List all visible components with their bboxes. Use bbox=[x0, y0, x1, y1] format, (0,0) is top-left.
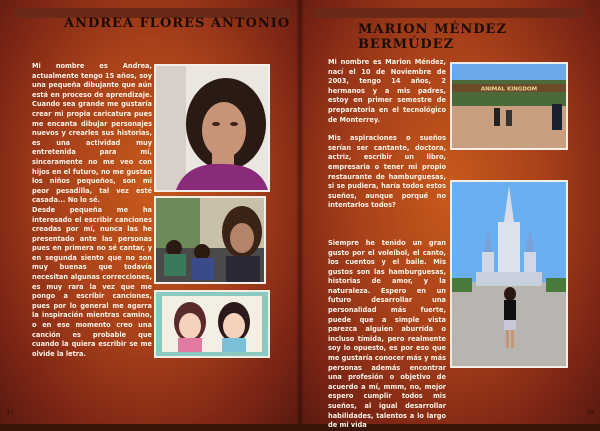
paragraph: Mi nombre es Marion Méndez, nací el 10 de Noviembre de 2003, tengo 14 años, 2 hermanos y a mis padres, estoy en primer semestre de preparatoria en el tecnológico de Monterrey. bbox=[328, 58, 446, 124]
friends-photo bbox=[154, 196, 266, 284]
friends-illustration bbox=[156, 198, 264, 282]
paragraph: Mis aspiraciones o sueños serían ser cantante, doctora, actriz, escribir un libro, empresaria o tener mi propio restaurante de hamburguesas, si se pudiera, haría todos estos sueños, aunque porqué no intentarlos todos? bbox=[328, 134, 446, 210]
park-entrance-illustration bbox=[452, 64, 566, 148]
paragraph: Desde pequeña me ha interesado el escribir canciones creadas por mí, nunca las he presentado ante las personas pues en primera no sé cantar, y en segunda siento que no son muy buenas que todavía necesitan algunas correcciones, es muy rara la vez que me pongo a escribir canciones, pues por lo general me agarra la inspiración mientras camino, o en ese momento creo una canción es probable que cuando la quiera escribir se me olvide la letra. bbox=[32, 205, 152, 358]
portrait-photo bbox=[154, 64, 270, 192]
page-number: 38 bbox=[586, 409, 594, 416]
top-bar bbox=[314, 8, 584, 18]
paragraph: Siempre he tenido un gran gusto por el voleibol, el canto, los cuentos y el baile. Mis gustos son las hamburguesas, historias de amor, y la naturaleza. Espero en un futuro desarrollar una personalidad más fuerte, puede que a simple vista parezca alguien aburrida o incluso tímida, pero realmente soy lo opuesto, es por eso que me gustaría conocer más y más personas además encontrar una profesión o objetivo de acuerdo a mí, mmm, no, mejor espero cumplir todos mis sueños, al igual desarrollar habilidades, talentos a lo largo de mi vida bbox=[328, 238, 446, 430]
paragraph: Mi nombre es Andrea, actualmente tengo 15 años, soy una pequeña dibujante que aún está en proceso de aprendizaje. Cuando sea grande me gustaría crear mi propia caricatura pues me encanta dibujar personajes nuevos y crearles sus historias, es una actividad muy entretenida para mí, sinceramente no me veo con hijos en el futuro, no me gustan los niños pequeños, son mi peor pesadilla, tal vez esté casada... No lo sé. bbox=[32, 62, 152, 205]
castle-photo bbox=[450, 180, 568, 368]
drawing-photo bbox=[154, 290, 270, 358]
body-text bbox=[328, 58, 446, 431]
page-number: 37 bbox=[6, 409, 14, 416]
entrance-sign-text: ANIMAL KINGDOM bbox=[480, 86, 538, 93]
page-title: ANDREA FLORES ANTONIO bbox=[64, 16, 291, 31]
body-text bbox=[32, 62, 152, 359]
page-title: MARION MÉNDEZ BERMÚDEZ bbox=[358, 22, 507, 52]
park-entrance-photo bbox=[450, 62, 568, 150]
right-page bbox=[300, 0, 600, 430]
portrait-illustration bbox=[156, 66, 268, 190]
page-gutter bbox=[296, 0, 304, 424]
drawing-illustration bbox=[156, 292, 268, 356]
left-page bbox=[0, 0, 300, 424]
castle-illustration bbox=[452, 182, 566, 366]
